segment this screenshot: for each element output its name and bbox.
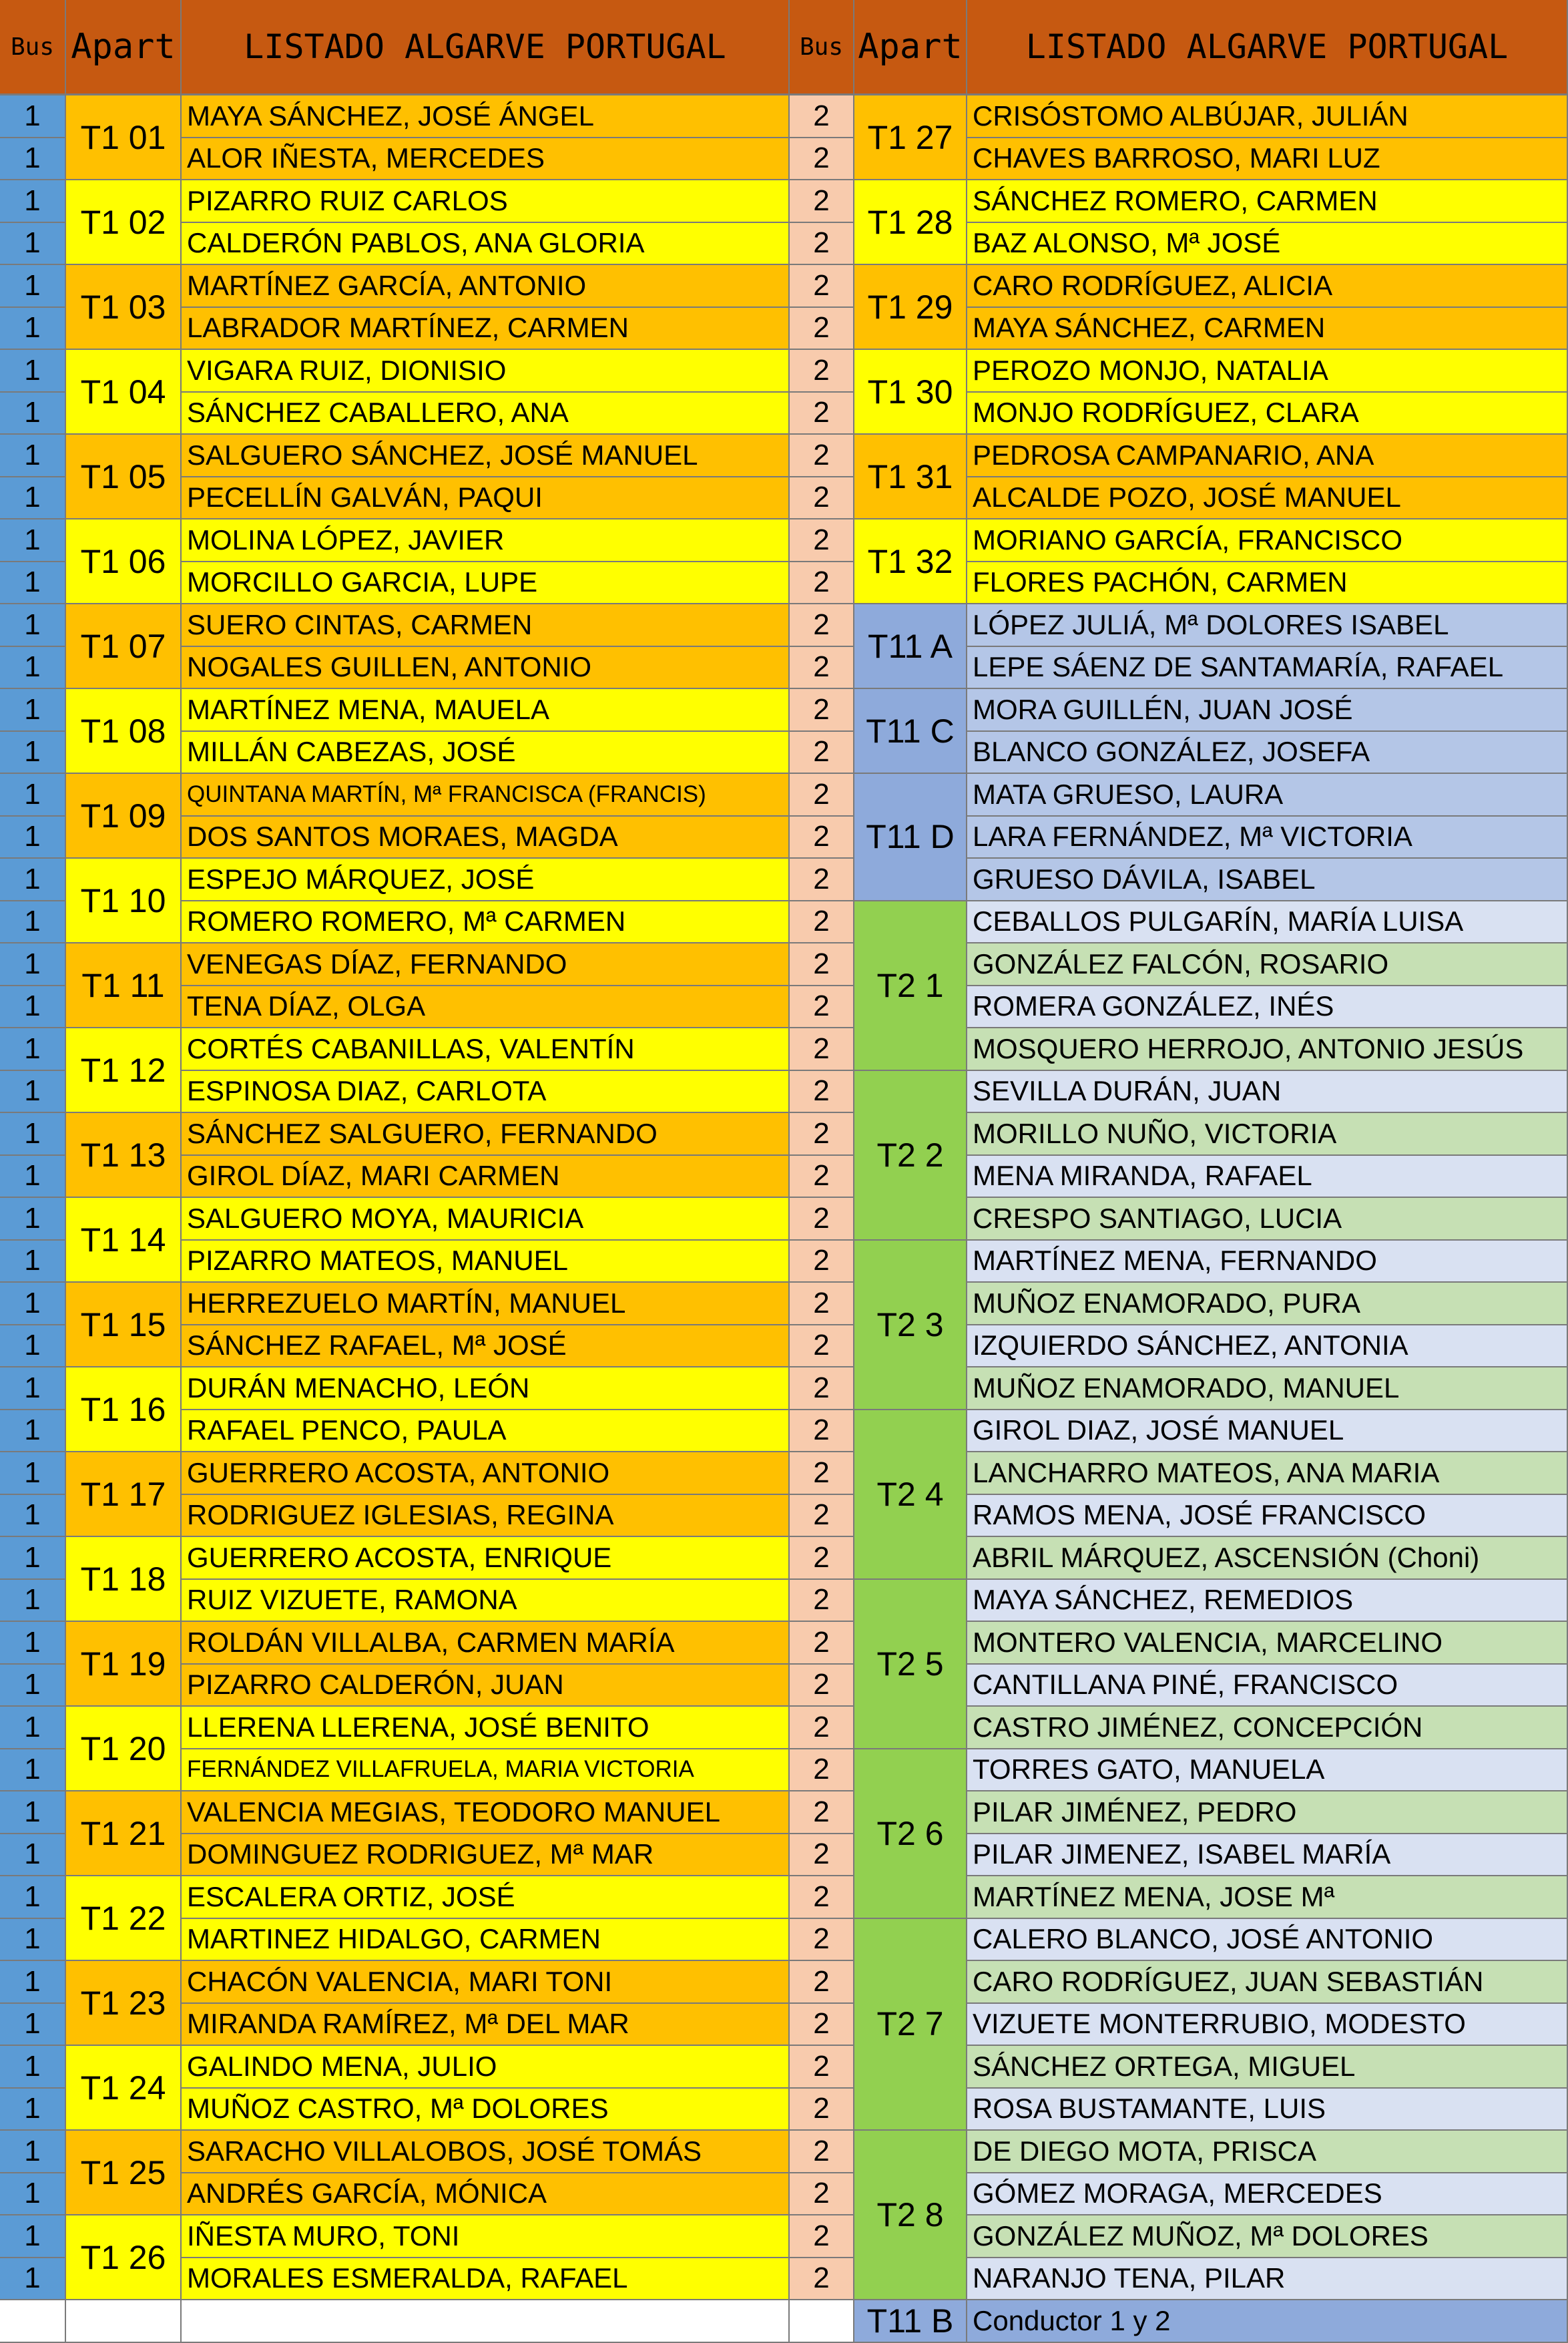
passenger-name: CHACÓN VALENCIA, MARI TONI [182, 1961, 790, 2004]
passenger-name: NOGALES GUILLEN, ANTONIO [182, 647, 790, 690]
bus-number: 1 [0, 308, 66, 351]
bus-number: 1 [0, 2131, 66, 2173]
passenger-name: MARTÍNEZ MENA, JOSE Mª [967, 1876, 1568, 1919]
passenger-name: MAYA SÁNCHEZ, CARMEN [967, 308, 1568, 351]
passenger-name: MATA GRUESO, LAURA [967, 774, 1568, 817]
bus-number: 2 [790, 1198, 854, 1241]
passenger-name: PILAR JIMENEZ, ISABEL MARÍA [967, 1834, 1568, 1877]
bus-number: 2 [790, 393, 854, 435]
bus-number: 2 [790, 1241, 854, 1283]
bus-number: 2 [790, 604, 854, 647]
passenger-name: ALCALDE POZO, JOSÉ MANUEL [967, 477, 1568, 520]
bus-number: 1 [0, 1113, 66, 1156]
passenger-name: DOMINGUEZ RODRIGUEZ, Mª MAR [182, 1834, 790, 1877]
passenger-name: HERREZUELO MARTÍN, MANUEL [182, 1283, 790, 1325]
bus-number: 2 [790, 943, 854, 986]
bus-number: 1 [0, 1791, 66, 1834]
passenger-name: ESPEJO MÁRQUEZ, JOSÉ [182, 859, 790, 901]
bus-number: 1 [0, 350, 66, 393]
apartment-code: T11 C [854, 689, 967, 774]
bus-number: 2 [790, 180, 854, 223]
passenger-name: VENEGAS DÍAZ, FERNANDO [182, 943, 790, 986]
passenger-name: CHAVES BARROSO, MARI LUZ [967, 138, 1568, 181]
apartment-code: T2 4 [854, 1410, 967, 1580]
apartment-code: T1 20 [66, 1707, 182, 1791]
passenger-name: GUERRERO ACOSTA, ENRIQUE [182, 1537, 790, 1580]
bus-number: 2 [790, 1961, 854, 2004]
apartment-code: T11 B [854, 2300, 967, 2343]
passenger-name: RAMOS MENA, JOSÉ FRANCISCO [967, 1495, 1568, 1538]
bus-number: 2 [790, 647, 854, 690]
bus-number: 2 [790, 2215, 854, 2258]
header-bus-right: Bus [790, 0, 854, 95]
passenger-name: SARACHO VILLALOBOS, JOSÉ TOMÁS [182, 2131, 790, 2173]
apartment-code: T1 21 [66, 1791, 182, 1876]
apartment-code: T1 17 [66, 1452, 182, 1537]
bus-number: 1 [0, 2004, 66, 2047]
bus-number: 2 [790, 562, 854, 605]
apartment-code: T2 8 [854, 2131, 967, 2300]
passenger-name: MORCILLO GARCIA, LUPE [182, 562, 790, 605]
bus-number: 2 [790, 2089, 854, 2131]
bus-number: 1 [0, 1198, 66, 1241]
apartment-code: T1 10 [66, 859, 182, 943]
bus-number: 2 [790, 1834, 854, 1877]
passenger-name: GÓMEZ MORAGA, MERCEDES [967, 2173, 1568, 2216]
bus-number: 1 [0, 393, 66, 435]
passenger-name: CORTÉS CABANILLAS, VALENTÍN [182, 1028, 790, 1071]
apartment-code: T2 1 [854, 901, 967, 1071]
passenger-name: PIZARRO MATEOS, MANUEL [182, 1241, 790, 1283]
passenger-name: SÁNCHEZ CABALLERO, ANA [182, 393, 790, 435]
bus-number: 2 [790, 901, 854, 944]
bus-number: 2 [790, 1452, 854, 1495]
apartment-code: T1 01 [66, 95, 182, 180]
bus-number: 1 [0, 1325, 66, 1368]
bus-number: 2 [790, 223, 854, 266]
bus-number: 1 [0, 732, 66, 775]
apartment-code: T1 11 [66, 943, 182, 1028]
apartment-code: T2 3 [854, 1241, 967, 1410]
passenger-name: RUIZ VIZUETE, RAMONA [182, 1580, 790, 1623]
passenger-name: ABRIL MÁRQUEZ, ASCENSIÓN (Choni) [967, 1537, 1568, 1580]
bus-number: 1 [0, 1580, 66, 1623]
passenger-name: MAYA SÁNCHEZ, JOSÉ ÁNGEL [182, 95, 790, 138]
passenger-name: MOSQUERO HERROJO, ANTONIO JESÚS [967, 1028, 1568, 1071]
passenger-name: VIZUETE MONTERRUBIO, MODESTO [967, 2004, 1568, 2047]
bus-number: 2 [790, 2046, 854, 2089]
bus-number: 1 [0, 604, 66, 647]
bus-number: 2 [790, 1622, 854, 1665]
passenger-name: NARANJO TENA, PILAR [967, 2258, 1568, 2301]
apartment-code: T1 18 [66, 1537, 182, 1622]
passenger-name: MARTÍNEZ GARCÍA, ANTONIO [182, 265, 790, 308]
passenger-name: ROLDÁN VILLALBA, CARMEN MARÍA [182, 1622, 790, 1665]
passenger-name: CARO RODRÍGUEZ, JUAN SEBASTIÁN [967, 1961, 1568, 2004]
passenger-name: ROMERO ROMERO, Mª CARMEN [182, 901, 790, 944]
bus-number: 2 [790, 2258, 854, 2301]
passenger-name: SEVILLA DURÁN, JUAN [967, 1071, 1568, 1114]
empty-cell [182, 2300, 790, 2343]
bus-number: 2 [790, 308, 854, 351]
passenger-name: ANDRÉS GARCÍA, MÓNICA [182, 2173, 790, 2216]
passenger-name: VIGARA RUIZ, DIONISIO [182, 350, 790, 393]
header-title-left: LISTADO ALGARVE PORTUGAL [182, 0, 790, 95]
passenger-name: GONZÁLEZ MUÑOZ, Mª DOLORES [967, 2215, 1568, 2258]
apartment-code: T11 A [854, 604, 967, 689]
apartment-code: T1 02 [66, 180, 182, 265]
bus-number: 1 [0, 2089, 66, 2131]
passenger-name: IÑESTA MURO, TONI [182, 2215, 790, 2258]
bus-number: 2 [790, 1749, 854, 1792]
passenger-name: IZQUIERDO SÁNCHEZ, ANTONIA [967, 1325, 1568, 1368]
passenger-name: DE DIEGO MOTA, PRISCA [967, 2131, 1568, 2173]
bus-number: 2 [790, 1876, 854, 1919]
passenger-name: LABRADOR MARTÍNEZ, CARMEN [182, 308, 790, 351]
passenger-name: SÁNCHEZ ORTEGA, MIGUEL [967, 2046, 1568, 2089]
apartment-code: T1 22 [66, 1876, 182, 1961]
apartment-code: T2 7 [854, 1919, 967, 2131]
header-title-right: LISTADO ALGARVE PORTUGAL [967, 0, 1568, 95]
passenger-name: MENA MIRANDA, RAFAEL [967, 1156, 1568, 1199]
bus-number: 1 [0, 901, 66, 944]
passenger-name: MARTÍNEZ MENA, FERNANDO [967, 1241, 1568, 1283]
bus-number: 1 [0, 943, 66, 986]
passenger-name: SUERO CINTAS, CARMEN [182, 604, 790, 647]
bus-number: 1 [0, 774, 66, 817]
bus-number: 1 [0, 2173, 66, 2216]
bus-number: 1 [0, 1537, 66, 1580]
passenger-name: MUÑOZ CASTRO, Mª DOLORES [182, 2089, 790, 2131]
bus-number: 2 [790, 1791, 854, 1834]
apartment-code: T1 25 [66, 2131, 182, 2215]
bus-number: 1 [0, 1452, 66, 1495]
empty-cell [790, 2300, 854, 2343]
bus-number: 2 [790, 1028, 854, 1071]
bus-number: 1 [0, 1961, 66, 2004]
passenger-name: SALGUERO SÁNCHEZ, JOSÉ MANUEL [182, 435, 790, 477]
apartment-code: T1 14 [66, 1198, 182, 1283]
bus-number: 1 [0, 1156, 66, 1199]
apartment-code: T1 07 [66, 604, 182, 689]
passenger-name: SALGUERO MOYA, MAURICIA [182, 1198, 790, 1241]
bus-number: 2 [790, 1156, 854, 1199]
empty-cell [0, 2300, 66, 2343]
passenger-name: VALENCIA MEGIAS, TEODORO MANUEL [182, 1791, 790, 1834]
bus-number: 2 [790, 2173, 854, 2216]
passenger-name: TENA DÍAZ, OLGA [182, 986, 790, 1029]
passenger-name: LLERENA LLERENA, JOSÉ BENITO [182, 1707, 790, 1749]
passenger-name: FLORES PACHÓN, CARMEN [967, 562, 1568, 605]
passenger-name: GONZÁLEZ FALCÓN, ROSARIO [967, 943, 1568, 986]
passenger-name: GALINDO MENA, JULIO [182, 2046, 790, 2089]
passenger-name: PEROZO MONJO, NATALIA [967, 350, 1568, 393]
bus-number: 1 [0, 1495, 66, 1538]
bus-number: 1 [0, 265, 66, 308]
apartment-code: T1 06 [66, 519, 182, 604]
bus-number: 1 [0, 647, 66, 690]
apartment-code: T2 6 [854, 1749, 967, 1919]
apartment-code: T1 26 [66, 2215, 182, 2300]
bus-number: 2 [790, 435, 854, 477]
passenger-name: TORRES GATO, MANUELA [967, 1749, 1568, 1792]
passenger-name: PEDROSA CAMPANARIO, ANA [967, 435, 1568, 477]
apartment-code: T1 31 [854, 435, 967, 519]
bus-number: 1 [0, 2258, 66, 2301]
apartment-code: T1 27 [854, 95, 967, 180]
passenger-name: MOLINA LÓPEZ, JAVIER [182, 519, 790, 562]
bus-number: 1 [0, 689, 66, 732]
passenger-name: LARA FERNÁNDEZ, Mª VICTORIA [967, 817, 1568, 859]
passenger-name: ESCALERA ORTIZ, JOSÉ [182, 1876, 790, 1919]
apartment-code: T1 04 [66, 350, 182, 435]
passenger-name: CASTRO JIMÉNEZ, CONCEPCIÓN [967, 1707, 1568, 1749]
passenger-name: CALERO BLANCO, JOSÉ ANTONIO [967, 1919, 1568, 1962]
passenger-name: MONJO RODRÍGUEZ, CLARA [967, 393, 1568, 435]
bus-number: 2 [790, 1283, 854, 1325]
passenger-name: MUÑOZ ENAMORADO, PURA [967, 1283, 1568, 1325]
passenger-name: MUÑOZ ENAMORADO, MANUEL [967, 1367, 1568, 1410]
apartment-code: T1 12 [66, 1028, 182, 1113]
passenger-name: GRUESO DÁVILA, ISABEL [967, 859, 1568, 901]
empty-cell [66, 2300, 182, 2343]
passenger-name: CEBALLOS PULGARÍN, MARÍA LUISA [967, 901, 1568, 944]
bus-number: 2 [790, 2131, 854, 2173]
passenger-name: MIRANDA RAMÍREZ, Mª DEL MAR [182, 2004, 790, 2047]
bus-number: 1 [0, 1410, 66, 1453]
passenger-name: CANTILLANA PINÉ, FRANCISCO [967, 1665, 1568, 1707]
bus-number: 1 [0, 1367, 66, 1410]
bus-number: 1 [0, 1028, 66, 1071]
passenger-name: RAFAEL PENCO, PAULA [182, 1410, 790, 1453]
apartment-code: T1 23 [66, 1961, 182, 2046]
bus-number: 2 [790, 1707, 854, 1749]
bus-number: 1 [0, 817, 66, 859]
passenger-name: MARTINEZ HIDALGO, CARMEN [182, 1919, 790, 1962]
bus-number: 2 [790, 774, 854, 817]
passenger-name: MARTÍNEZ MENA, MAUELA [182, 689, 790, 732]
passenger-name: QUINTANA MARTÍN, Mª FRANCISCA (FRANCIS) [182, 774, 790, 817]
bus-number: 2 [790, 732, 854, 775]
bus-number: 2 [790, 986, 854, 1029]
bus-number: 1 [0, 95, 66, 138]
passenger-name: DURÁN MENACHO, LEÓN [182, 1367, 790, 1410]
passenger-name: PECELLÍN GALVÁN, PAQUI [182, 477, 790, 520]
bus-number: 2 [790, 1410, 854, 1453]
passenger-name: DOS SANTOS MORAES, MAGDA [182, 817, 790, 859]
apartment-code: T1 09 [66, 774, 182, 859]
passenger-name: ROMERA GONZÁLEZ, INÉS [967, 986, 1568, 1029]
bus-number: 1 [0, 1876, 66, 1919]
bus-number: 2 [790, 1537, 854, 1580]
passenger-name: GIROL DÍAZ, MARI CARMEN [182, 1156, 790, 1199]
passenger-name: CALDERÓN PABLOS, ANA GLORIA [182, 223, 790, 266]
bus-number: 1 [0, 180, 66, 223]
bus-number: 1 [0, 435, 66, 477]
bus-number: 2 [790, 1580, 854, 1623]
bus-number: 1 [0, 2046, 66, 2089]
passenger-name: PIZARRO RUIZ CARLOS [182, 180, 790, 223]
bus-number: 2 [790, 350, 854, 393]
bus-number: 2 [790, 265, 854, 308]
passenger-name: MORILLO NUÑO, VICTORIA [967, 1113, 1568, 1156]
apartment-code: T1 28 [854, 180, 967, 265]
passenger-name: CRISÓSTOMO ALBÚJAR, JULIÁN [967, 95, 1568, 138]
passenger-name: PILAR JIMÉNEZ, PEDRO [967, 1791, 1568, 1834]
bus-number: 1 [0, 1665, 66, 1707]
passenger-name: MORA GUILLÉN, JUAN JOSÉ [967, 689, 1568, 732]
bus-number: 2 [790, 1071, 854, 1114]
passenger-name: FERNÁNDEZ VILLAFRUELA, MARIA VICTORIA [182, 1749, 790, 1792]
passenger-name: LEPE SÁENZ DE SANTAMARÍA, RAFAEL [967, 647, 1568, 690]
bus-number: 1 [0, 1071, 66, 1114]
passenger-name: BLANCO GONZÁLEZ, JOSEFA [967, 732, 1568, 775]
bus-number: 1 [0, 2215, 66, 2258]
apartment-code: T1 30 [854, 350, 967, 435]
passenger-name: GUERRERO ACOSTA, ANTONIO [182, 1452, 790, 1495]
bus-number: 2 [790, 138, 854, 181]
passenger-name: MAYA SÁNCHEZ, REMEDIOS [967, 1580, 1568, 1623]
bus-number: 2 [790, 1113, 854, 1156]
passenger-name: CARO RODRÍGUEZ, ALICIA [967, 265, 1568, 308]
passenger-name: RODRIGUEZ IGLESIAS, REGINA [182, 1495, 790, 1538]
passenger-name: SÁNCHEZ SALGUERO, FERNANDO [182, 1113, 790, 1156]
bus-number: 2 [790, 1919, 854, 1962]
bus-number: 2 [790, 519, 854, 562]
driver-note: Conductor 1 y 2 [967, 2300, 1568, 2343]
bus-number: 1 [0, 859, 66, 901]
passenger-name: MORIANO GARCÍA, FRANCISCO [967, 519, 1568, 562]
passenger-name: SÁNCHEZ ROMERO, CARMEN [967, 180, 1568, 223]
apartment-code: T1 16 [66, 1367, 182, 1452]
bus-number: 1 [0, 1241, 66, 1283]
apartment-code: T2 5 [854, 1580, 967, 1749]
bus-number: 1 [0, 477, 66, 520]
bus-number: 1 [0, 986, 66, 1029]
passenger-name: MORALES ESMERALDA, RAFAEL [182, 2258, 790, 2301]
apartment-code: T1 05 [66, 435, 182, 519]
passenger-name: ALOR IÑESTA, MERCEDES [182, 138, 790, 181]
bus-number: 1 [0, 519, 66, 562]
passenger-name: MONTERO VALENCIA, MARCELINO [967, 1622, 1568, 1665]
bus-number: 2 [790, 1325, 854, 1368]
apartment-code: T1 19 [66, 1622, 182, 1707]
bus-number: 1 [0, 1919, 66, 1962]
apartment-code: T1 13 [66, 1113, 182, 1198]
passenger-name: BAZ ALONSO, Mª JOSÉ [967, 223, 1568, 266]
passenger-name: MILLÁN CABEZAS, JOSÉ [182, 732, 790, 775]
header-apart-left: Apart [66, 0, 182, 95]
passenger-name: LANCHARRO MATEOS, ANA MARIA [967, 1452, 1568, 1495]
bus-number: 2 [790, 95, 854, 138]
passenger-name: CRESPO SANTIAGO, LUCIA [967, 1198, 1568, 1241]
bus-number: 1 [0, 1749, 66, 1792]
header-apart-right: Apart [854, 0, 967, 95]
bus-number: 1 [0, 562, 66, 605]
bus-number: 2 [790, 689, 854, 732]
passenger-name: ROSA BUSTAMANTE, LUIS [967, 2089, 1568, 2131]
apartment-code: T1 03 [66, 265, 182, 350]
bus-number: 2 [790, 859, 854, 901]
passenger-name: LÓPEZ JULIÁ, Mª DOLORES ISABEL [967, 604, 1568, 647]
passenger-name: ESPINOSA DIAZ, CARLOTA [182, 1071, 790, 1114]
bus-number: 1 [0, 1283, 66, 1325]
header-bus-left: Bus [0, 0, 66, 95]
apartment-code: T1 32 [854, 519, 967, 604]
apartment-code: T11 D [854, 774, 967, 901]
bus-number: 2 [790, 817, 854, 859]
bus-number: 1 [0, 138, 66, 181]
bus-number: 1 [0, 1707, 66, 1749]
bus-number: 1 [0, 223, 66, 266]
apartment-code: T1 08 [66, 689, 182, 774]
apartment-code: T1 15 [66, 1283, 182, 1367]
passenger-name: GIROL DIAZ, JOSÉ MANUEL [967, 1410, 1568, 1453]
bus-number: 2 [790, 477, 854, 520]
apartment-code: T1 29 [854, 265, 967, 350]
apartment-code: T1 24 [66, 2046, 182, 2131]
bus-number: 2 [790, 1495, 854, 1538]
passenger-name: PIZARRO CALDERÓN, JUAN [182, 1665, 790, 1707]
bus-number: 1 [0, 1622, 66, 1665]
apartment-code: T2 2 [854, 1071, 967, 1241]
passenger-name: SÁNCHEZ RAFAEL, Mª JOSÉ [182, 1325, 790, 1368]
bus-number: 2 [790, 1367, 854, 1410]
bus-number: 2 [790, 1665, 854, 1707]
bus-number: 1 [0, 1834, 66, 1877]
bus-number: 2 [790, 2004, 854, 2047]
